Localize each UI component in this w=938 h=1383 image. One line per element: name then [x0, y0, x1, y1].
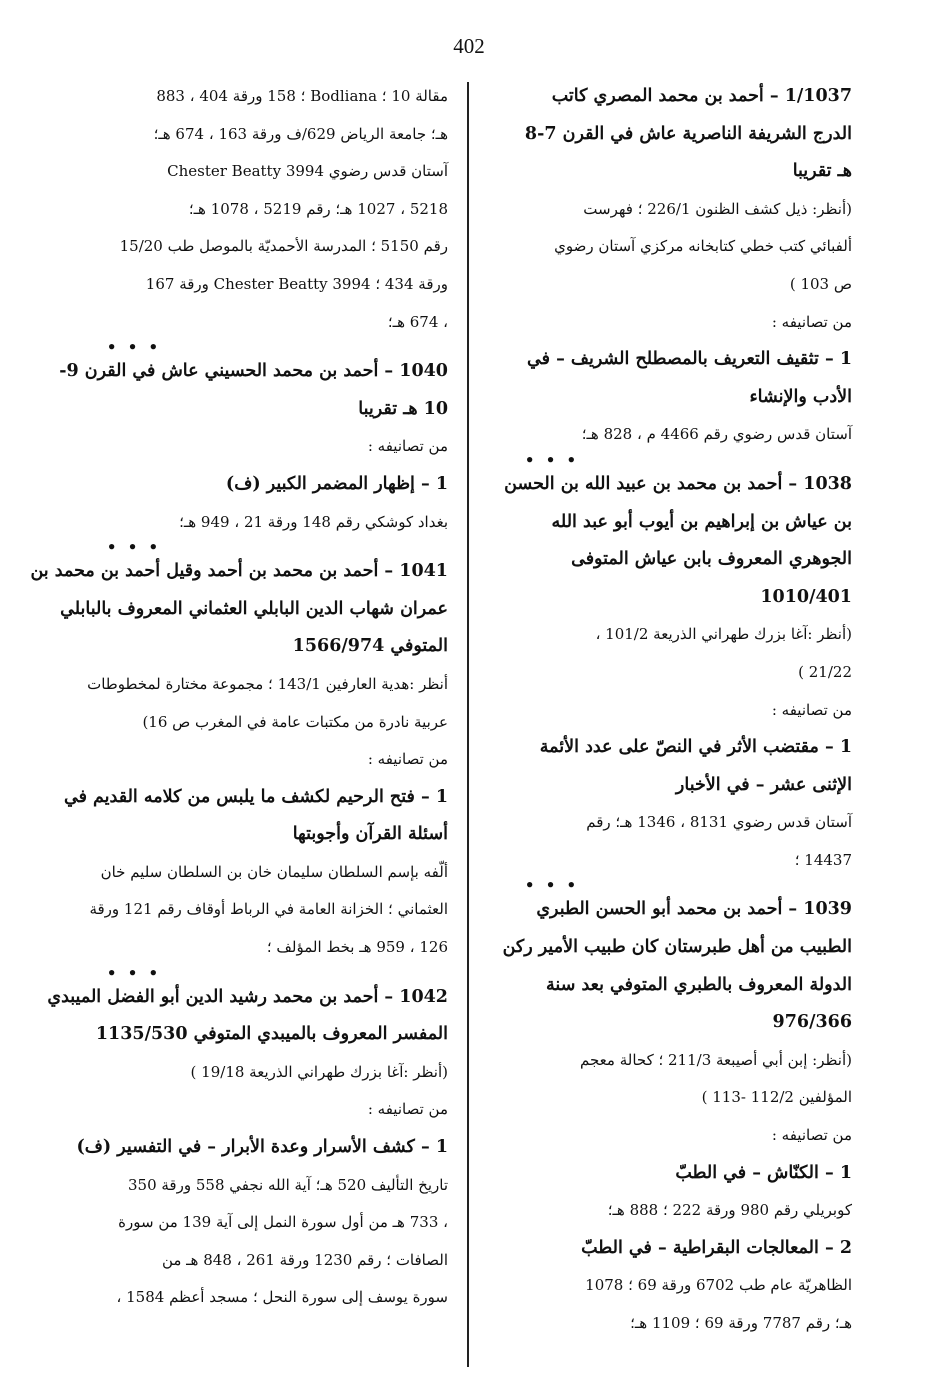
entry-text-line: (أنظر :آغا بزرك طهراني الذريعة 19/18 ): [190, 1062, 448, 1081]
entry-heading-line: 10 هـ تقريبا: [358, 398, 448, 419]
section-separator: • • •: [106, 963, 162, 982]
column-divider: [467, 82, 469, 1367]
entry-text-line: ألفبائي كتب خطي كتابخانه مركزي آستان رضوي: [554, 237, 852, 256]
entry-text-line: هـ؛ جامعة الرياض 629/ف ورقة 163 ، 674 هـ؛: [153, 124, 448, 143]
entry-heading-line: 1 – تثقيف التعريف بالمصطلح الشريف – في: [527, 349, 852, 370]
entry-heading-line: بن عياش بن إبراهيم بن أيوب أبو عبد الله: [551, 511, 852, 532]
entry-text-line: من تصانيفه :: [771, 1126, 852, 1145]
entry-text-line: آستان قدس رضوي رقم 4466 م ، 828 هـ؛: [581, 425, 852, 444]
entry-text-line: من تصانيفه :: [367, 437, 448, 456]
entry-text-line: هـ؛ رقم 7787 ورقة 69 ؛ 1109 هـ؛: [630, 1314, 852, 1332]
entry-heading-line: 976/366: [772, 1012, 852, 1033]
right-column: [492, 78, 852, 1343]
entry-heading-line: هـ تقريبا: [792, 161, 852, 182]
entry-text-line: من تصانيفه :: [367, 750, 448, 769]
entry-text-line: ، 733 هـ من أول سورة النمل إلى آية 139 من سورة: [118, 1213, 448, 1232]
entry-heading-line: 1039 – أحمد بن محمد أبو الحسن الطبري: [536, 899, 852, 920]
entry-text-line: من تصانيفه :: [367, 1100, 448, 1119]
entry-heading-line: 1 – إظهار المضمر الكبير (ف): [225, 473, 448, 494]
entry-heading-line: المتوفي 1566/974: [292, 636, 448, 657]
entry-heading-line: 1041 – أحمد بن محمد بن أحمد وقيل أحمد بن محمد بن: [30, 561, 448, 582]
entry-text-line: رقم 5150 ؛ المدرسة الأحمديّة بالموصل طب 15/20: [119, 237, 448, 256]
entry-heading-line: 1 – الكنّاش – في الطبّ: [675, 1162, 852, 1183]
entry-text-line: ، 674 هـ؛: [387, 312, 448, 331]
entry-text-line: 5218 ، 1027 هـ؛ رقم 5219 ، 1078 هـ؛: [188, 199, 448, 218]
page-number: 402: [453, 34, 485, 58]
section-separator: • • •: [106, 538, 162, 557]
entry-text-line: أنظر :هدية العارفين 143/1 ؛ مجموعة مختارة لمخطوطات: [87, 674, 448, 693]
entry-heading-line: الأدب والإنشاء: [749, 386, 852, 407]
entry-text-line: كوبريلي رقم 980 ورقة 222 ؛ 888 هـ؛: [607, 1201, 852, 1220]
section-separator: • • •: [524, 876, 580, 895]
entry-heading-line: 1/1037 – أحمد بن محمد المصري كاتب: [551, 86, 852, 106]
entry-heading-line: 1 – فتح الرحيم لكشف ما يلبس من كلامه القديم في: [63, 786, 448, 807]
entry-text-line: بغداد كوشكي رقم 148 ورقة 21 ، 949 هـ؛: [179, 512, 448, 531]
entry-text-line: من تصانيفه :: [771, 700, 852, 719]
entry-text-line: ص 103 ): [789, 274, 852, 293]
entry-heading-line: 2 – المعالجات البقراطية – في الطبّ: [581, 1237, 852, 1258]
entry-text-line: سورة يوسف إلى سورة النحل ؛ مسجد أعظم 1584 ،: [116, 1288, 448, 1307]
entry-text-line: الظاهريّة عام طب 6702 ورقة 69 ؛ 1078: [585, 1276, 852, 1295]
entry-heading-line: الإثنى عشر – في الأخبار: [675, 774, 852, 795]
entry-heading-line: أسئلة القرآن وأجوبتها: [292, 824, 448, 845]
entry-text-line: 126 ، 959 هـ بخط المؤلف ؛: [266, 938, 448, 957]
entry-heading-line: 1010/401: [760, 586, 852, 607]
entry-text-line: ورقة 434 ؛ 3994 Chester Beatty ورقة 167: [145, 274, 448, 293]
entry-text-line: 14437 ؛: [794, 850, 852, 869]
entry-text-line: ألّفه بإسم السلطان سليمان خان بن السلطان سليم خان: [100, 862, 448, 881]
entry-heading-line: المفسر المعروف بالميبدي المتوفي 1135/530: [95, 1024, 448, 1045]
entry-text-line: آستان قدس رضوي 3994 Chester Beatty: [167, 162, 448, 181]
entry-heading-line: الدرج الشريفة الناصرية عاش في القرن 7-8: [524, 123, 852, 144]
entry-heading-line: الطبيب من أهل طبرستان كان طبيب الأمير ركن: [502, 937, 852, 958]
entry-text-line: الصافات ؛ رقم 1230 ورقة 261 ، 848 هـ من: [161, 1250, 448, 1269]
entry-heading-line: 1038 – أحمد بن محمد بن عبيد الله بن الحسن: [504, 473, 852, 494]
entry-heading-line: الدولة المعروف بالطبري المتوفي بعد سنة: [546, 974, 852, 995]
entry-heading-line: عمران شهاب الدين البابلي العثماني المعروف بالبابلي: [60, 598, 448, 619]
left-column: [30, 78, 448, 1317]
entry-text-line: من تصانيفه :: [771, 312, 852, 331]
entry-heading-line: 1 – كشف الأسرار وعدة الأبرار – في التفسير (ف): [76, 1137, 448, 1158]
entry-heading-line: الجوهري المعروف بابن عياش المتوفى: [571, 549, 852, 570]
entry-text-line: 21/22 ): [798, 662, 852, 681]
entry-heading-line: 1042 – أحمد بن محمد رشيد الدين أبو الفضل الميبدي: [47, 986, 448, 1007]
section-separator: • • •: [106, 338, 162, 357]
entry-text-line: (أنظر: ذيل كشف الظنون 226/1 ؛ فهرست: [583, 199, 852, 218]
entry-heading-line: 1040 – أحمد بن محمد الحسيني عاش في القرن 9-: [59, 361, 448, 382]
section-separator: • • •: [524, 450, 580, 469]
entry-text-line: (أنظر :آغا بزرك طهراني الذريعة 101/2 ،: [595, 625, 852, 644]
entry-text-line: العثماني ؛ الخزانة العامة في الرباط أوقاف رقم 121 ورقة: [89, 900, 448, 919]
entry-text-line: (أنظر: إبن أبي أصيبعة 211/3 ؛ كحالة معجم: [580, 1050, 852, 1069]
entry-text-line: المؤلفين 112/2 -113 ): [701, 1088, 852, 1107]
entry-text-line: مقالة 10 ؛ Bodliana ؛ 158 ورقة 404 ، 883: [156, 87, 448, 105]
entry-heading-line: 1 – مقتضب الأثر في النصّ على عدد الأئمة: [539, 737, 852, 758]
entry-text-line: آستان قدس رضوي 8131 ، 1346 هـ؛ رقم: [586, 813, 852, 832]
entry-text-line: تاريخ التأليف 520 هـ؛ آية الله نجفي 558 ورقة 350: [127, 1175, 448, 1194]
entry-text-line: عربية نادرة من مكتبات عامة في المغرب ص 16): [142, 712, 448, 731]
